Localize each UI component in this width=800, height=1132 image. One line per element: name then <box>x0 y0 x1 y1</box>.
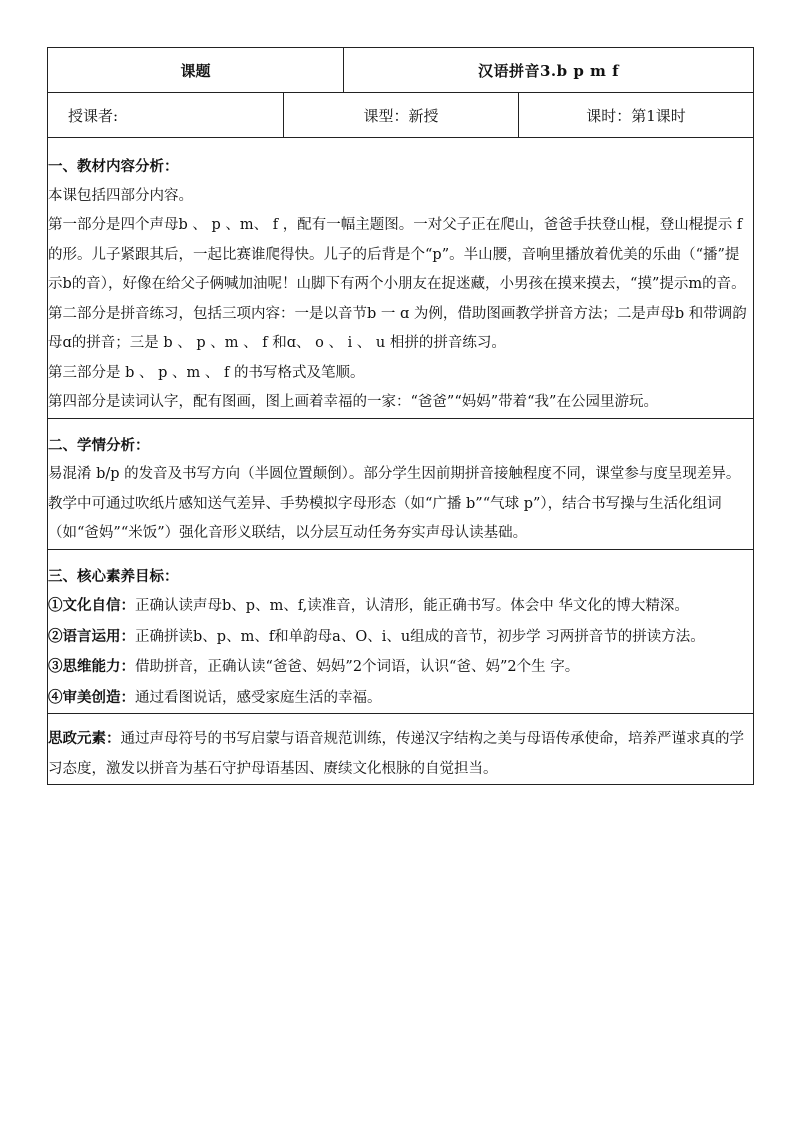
goal-item <box>48 622 753 653</box>
material-paragraph: 第一部分是四个声母b 、 p 、m、 f ，配有一幅主题图。一对父子正在爬山，爸爸手扶登山棍，登山棍提示 f 的形。儿子紧跟其后，一起比赛谁爬得快。儿子的后背是个“p”。半山腰，音响里播放着优美的乐曲（“播”提示b的音），好像在给父子俩喊加油呢！山脚下有两个小朋友在捉迷藏，小男孩在摸来摸去，“摸”提示m的音。 <box>48 217 746 292</box>
goal-item <box>48 652 753 683</box>
goal-item <box>48 683 753 714</box>
ideology-label: 思政元素： <box>48 730 121 747</box>
lesson-type-cell: 课型：新授 <box>284 93 519 138</box>
topic-label: 课题 <box>48 48 344 93</box>
goal-label: ②语言运用： <box>48 627 135 645</box>
goal-label: ①文化自信： <box>48 597 135 614</box>
section-core-goals <box>48 549 754 714</box>
goal-label: ④审美创造： <box>48 688 135 706</box>
section-material-analysis <box>48 138 754 419</box>
meta-row <box>48 93 754 138</box>
goal-text: 借助拼音，正确认读“爸爸、妈妈”2个词语，认识“爸、妈”2个生 字。 <box>135 659 580 675</box>
material-paragraph: 第二部分是拼音练习，包括三项内容：一是以音节b 一 ɑ 为例，借助图画教学拼音方法；二是声母b 和带调韵母ɑ的拼音；三是 b 、 p 、m 、 f 和ɑ、 o 、 i 、 u 相拼的拼音练习。 <box>48 305 747 351</box>
core-goals-heading: 三、核心素养目标： <box>48 567 179 585</box>
ideology-text: 通过声母符号的书写启蒙与语音规范训练，传递汉字结构之美与母语传承使命，培养严谨求真的学习态度，激发以拼音为基石守护母语基因、赓续文化根脉的自觉担当。 <box>48 731 744 777</box>
goal-text: 正确认读声母b、p、m、f,读准音，认清形，能正确书写。体会中 华文化的博大精深。 <box>135 598 689 614</box>
goal-text: 通过看图说话，感受家庭生活的幸福。 <box>135 689 382 706</box>
goal-label: ③思维能力： <box>48 658 135 675</box>
lesson-hours-cell: 课时：第1课时 <box>519 93 754 138</box>
goal-text: 正确拼读b、p、m、f和单韵母a、O、i、u组成的音节，初步学 习两拼音节的拼读方法。 <box>135 628 705 645</box>
topic-value: 汉语拼音3.b p m f <box>344 48 754 93</box>
learner-analysis-text: 易混淆 b/p 的发音及书写方向（半圆位置颠倒）。部分学生因前期拼音接触程度不同，课堂参与度呈现差异。教学中可通过吹纸片感知送气差异、手势模拟字母形态（如“广播 b”“气球 p”），结合书写操与生活化组词（如“爸妈”“米饭”）强化音形义联结，以分层互动任务夯实声母认读基础。 <box>48 466 741 541</box>
section-learner-analysis <box>48 418 754 549</box>
material-analysis-heading: 一、教材内容分析： <box>48 158 179 175</box>
learner-analysis-heading: 二、学情分析： <box>48 436 150 454</box>
learner-analysis-cell <box>48 418 754 549</box>
material-paragraph: 本课包括四部分内容。 <box>48 187 193 204</box>
goal-item <box>48 591 753 622</box>
material-paragraph: 第三部分是 b 、 p 、m 、 f 的书写格式及笔顺。 <box>48 364 365 381</box>
header-row <box>48 48 754 93</box>
lesson-plan-table <box>47 47 754 785</box>
section-ideology <box>48 714 754 785</box>
material-analysis-cell <box>48 138 754 419</box>
core-goals-cell <box>48 549 754 714</box>
teacher-cell: 授课者: <box>48 93 284 138</box>
material-paragraph: 第四部分是读词认字，配有图画，图上画着幸福的一家：“爸爸”“妈妈”带着“我”在公园里游玩。 <box>48 394 658 410</box>
ideology-cell <box>48 714 754 785</box>
ideology-paragraph <box>48 724 753 784</box>
